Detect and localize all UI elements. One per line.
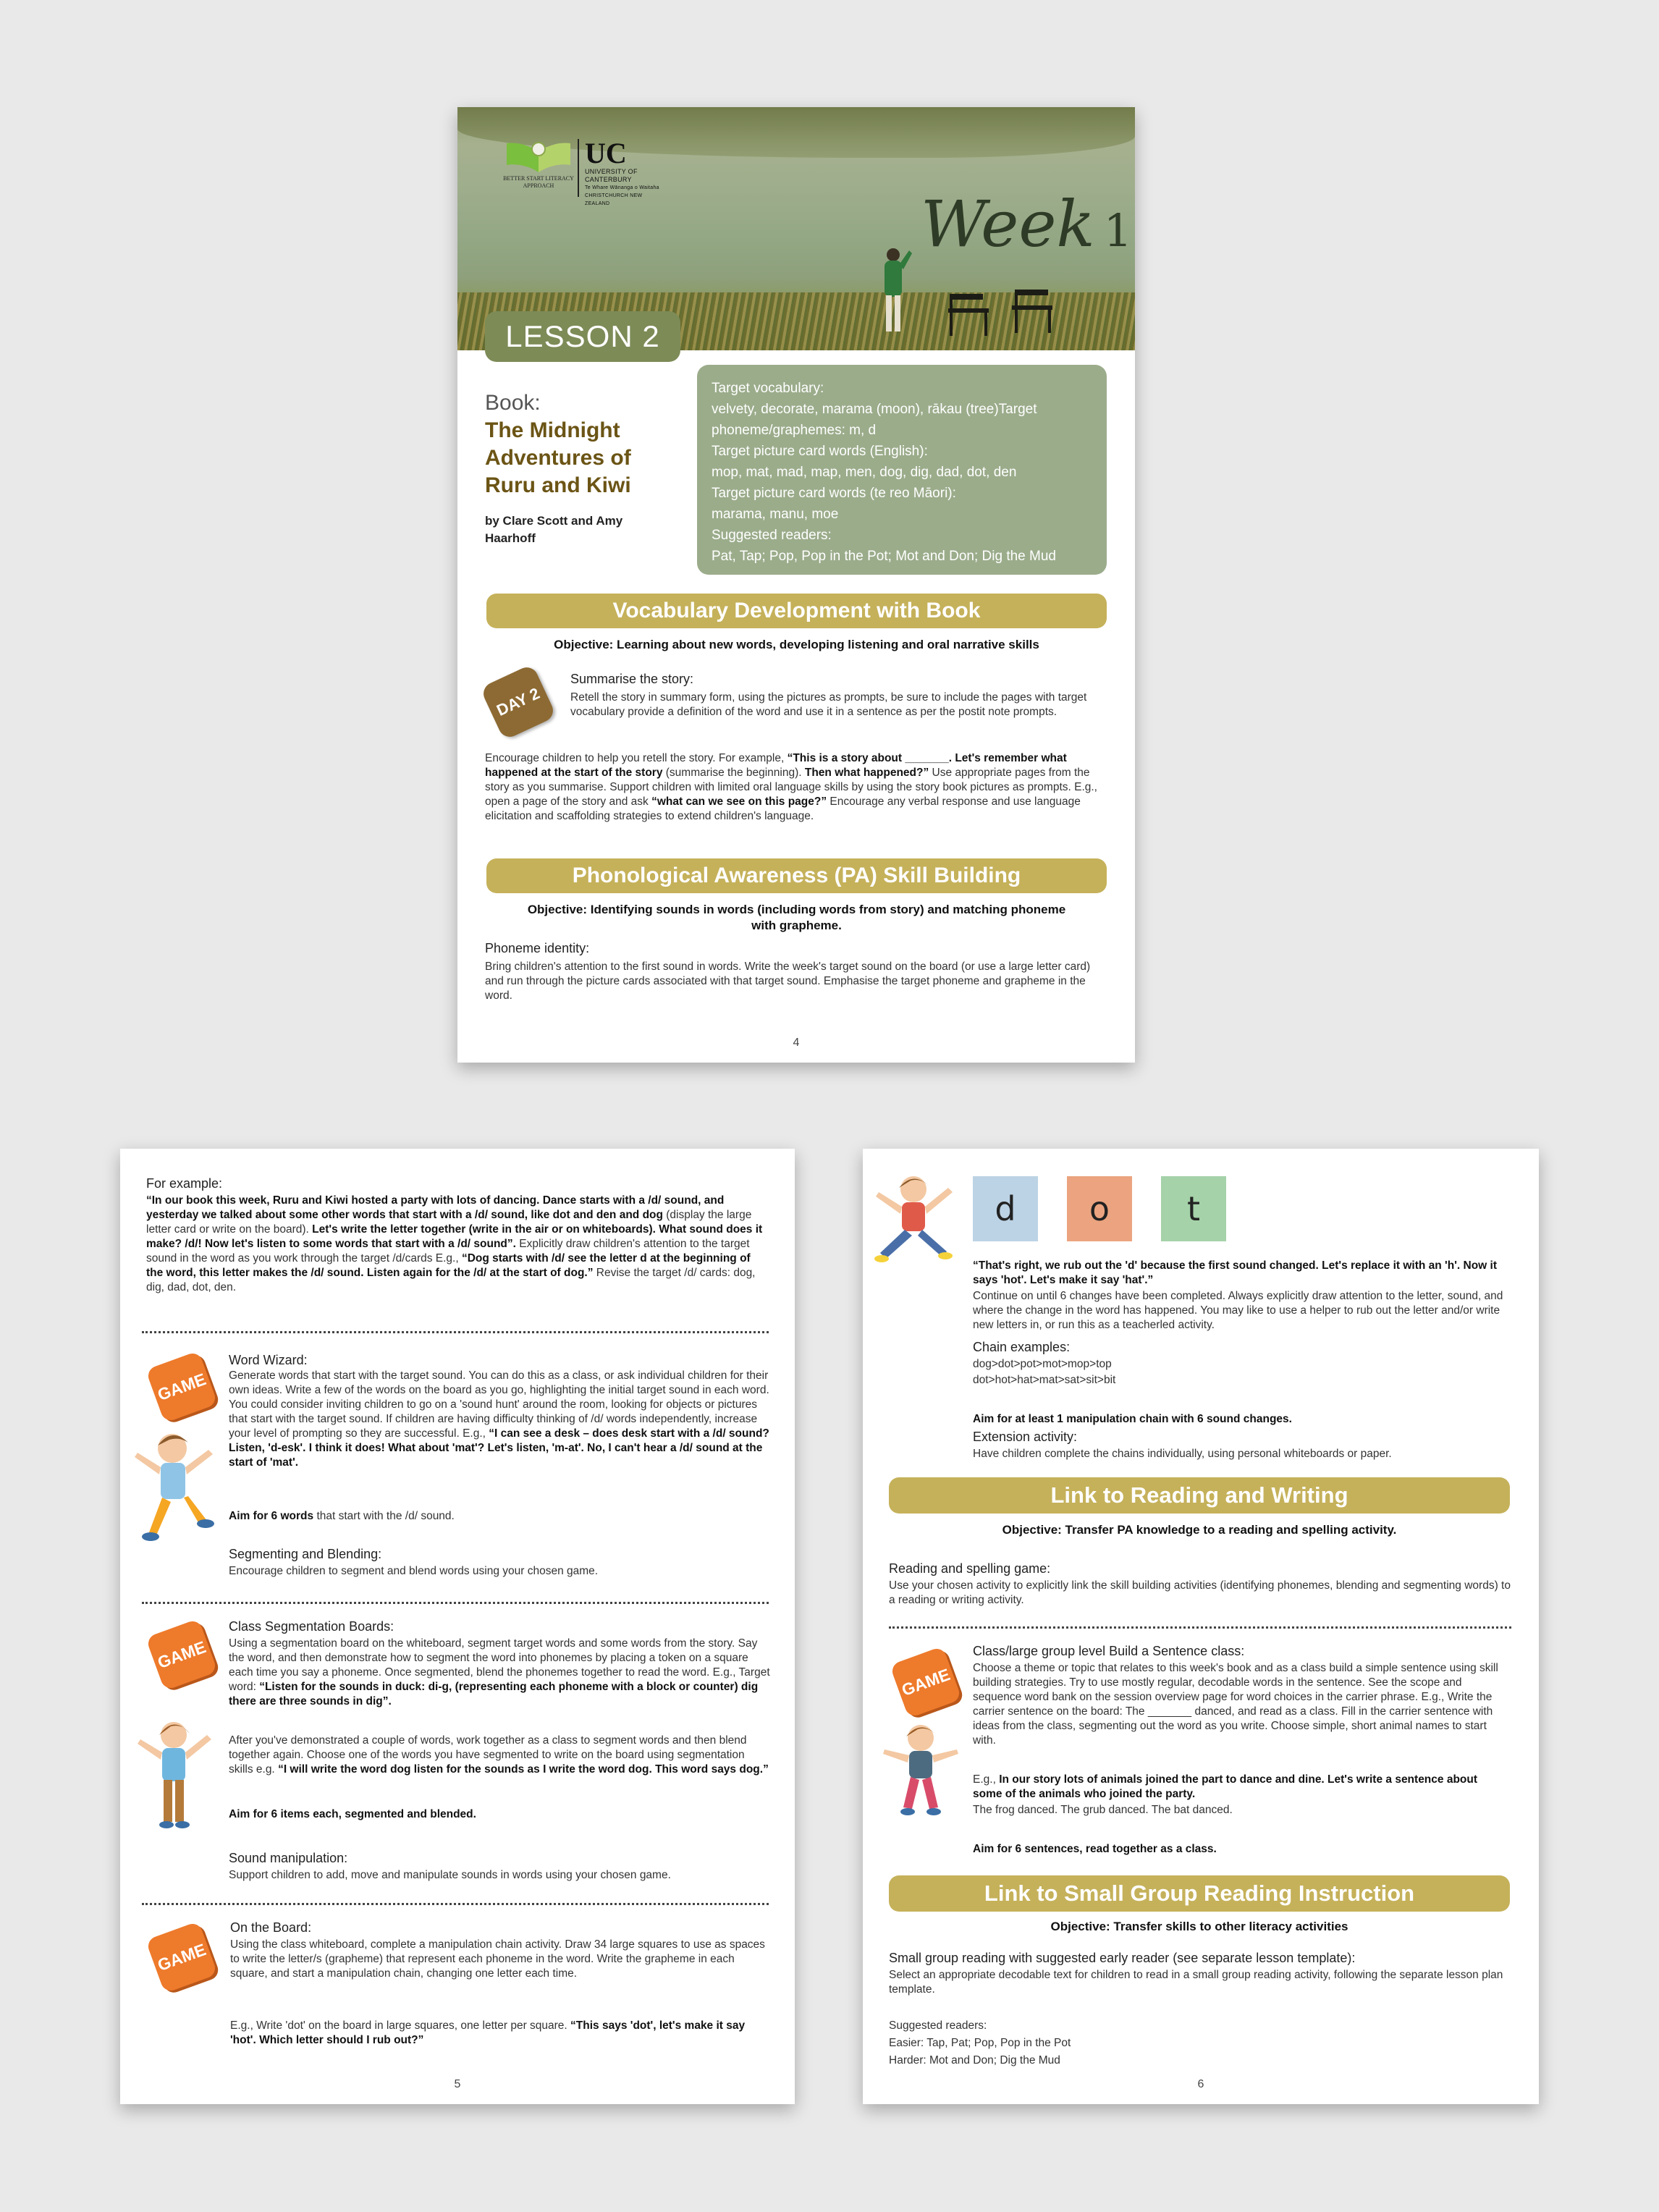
week-word: Week <box>921 187 1095 261</box>
game-badge: GAME <box>145 1921 218 1993</box>
objective-reading-writing: Objective: Transfer PA knowledge to a reading and spelling activity. <box>1002 1523 1397 1537</box>
page-5 <box>120 1149 795 2104</box>
text-run-bold: Then what happened?” <box>804 767 929 779</box>
text-run-bold: Aim for 6 items each, segmented and blended. <box>229 1808 476 1820</box>
game-badge: GAME <box>145 1618 218 1691</box>
section-small-group: Link to Small Group Reading Instruction <box>889 1875 1510 1912</box>
text-run-bold: Aim for 6 words <box>229 1510 314 1522</box>
book-authors: by Clare Scott and Amy Haarhoff <box>485 514 623 545</box>
word-wizard-text <box>229 1369 772 1470</box>
phoneme-text: Bring children's attention to the first sound in words. Write the week's target sound on the board (or use a large letter card) and run through the picture cards associated with that target sound. Emphasise the target phoneme and grapheme in the word. <box>485 961 1091 1002</box>
class-seg-aim <box>229 1807 764 1822</box>
text-run-bold: Let's write the letter together (write in the air or on whiteboards). What sound does it make? /d/! Now let's listen to some words that start with a /d/ sound”. <box>146 1223 763 1250</box>
text-run: that start with the /d/ sound. <box>313 1510 455 1522</box>
chain-aim <box>973 1412 1508 1427</box>
target-line: Target picture card words (English): <box>712 444 928 459</box>
dancing-child-illustration <box>127 1424 221 1547</box>
text-run-bold: “Dog starts with /d/ see the letter d at the beginning of the word, this letter makes the /d/ sound. Listen again for the /d/ at the start of dog.” <box>146 1252 751 1279</box>
build-sentence-heading: Class/large group level Build a Sentence class: <box>973 1644 1245 1658</box>
reading-spelling-heading: Reading and spelling game: <box>889 1561 1051 1576</box>
objective-vocabulary: Objective: Learning about new words, developing listening and oral narrative skills <box>554 638 1039 651</box>
build-sentence-example-2: The frog danced. The grub danced. The bat danced. <box>973 1804 1233 1816</box>
example-heading: For example: <box>146 1176 223 1191</box>
target-line: Target picture card words (te reo Māori): <box>712 486 956 501</box>
build-sentence-example <box>973 1773 1494 1802</box>
text-run-bold: “This says 'dot', let's make it say 'hot'. Which letter should I rub out?” <box>230 2019 746 2046</box>
text-run: After you've demonstrated a couple of words, work together as a class to segment words and then blend together again. Choose one of the words you have segmented to write on the board using segmentation skills e.g. <box>229 1734 747 1776</box>
page-number: 4 <box>793 1037 800 1049</box>
logo-divider <box>578 139 579 197</box>
target-line: mop, mat, mad, map, men, dog, dig, dad, dot, den <box>712 465 1017 480</box>
target-line: Pat, Tap; Pop, Pop in the Pot; Mot and Don; Dig the Mud <box>712 549 1056 564</box>
chain-example: dog>dot>pot>mot>mop>top <box>973 1358 1112 1370</box>
book-title: The Midnight Adventures of Ruru and Kiwi <box>485 418 631 497</box>
on-the-board-example <box>230 2019 751 2048</box>
encourage-paragraph <box>485 751 1107 824</box>
text-run-bold: “I can see a desk – does desk start with a /d/ sound? Listen, 'd-esk'. I think it does! What about 'mat'? Let's listen, 'm-at'. No, I can't hear a /d/ sound at the start of 'mat'. <box>229 1427 769 1469</box>
page-4 <box>457 107 1135 1063</box>
summarise-text: Retell the story in summary form, using the pictures as prompts, be sure to include the pages with target vocabulary provide a definition of the word and use it in a sentence as per the postit note prompts. <box>570 691 1087 718</box>
on-the-board-text: Using the class whiteboard, complete a manipulation chain activity. Draw 34 large squares to use as spaces to write the letter/s (grapheme) that represent each phoneme in the word. Write the grapheme in each square, and start a manipulation chain, changing one letter each time. <box>230 1938 765 1980</box>
page-6 <box>863 1149 1539 2104</box>
example-paragraph <box>146 1194 770 1295</box>
text-run: Encourage children to help you retell the story. For example, <box>485 752 788 764</box>
page-number: 6 <box>1197 2078 1204 2090</box>
lesson-badge: LESSON 2 <box>485 311 680 362</box>
text-run: Revise the target /d/ cards: dog, dig, dad, dot, den. <box>146 1267 756 1293</box>
dotted-divider <box>142 1903 769 1905</box>
dotted-divider <box>142 1602 769 1604</box>
bsla-logo-text: BETTER START LITERACY APPROACH <box>503 175 574 189</box>
target-line: Suggested readers: <box>712 528 832 543</box>
bsla-logo <box>502 139 575 197</box>
text-run: Using a segmentation board on the whiteboard, segment target words and some words from the story. Say the word, and then demonstrate how to segment the word into phonemes by placing a token on a square each time you say a phoneme. Once segmented, blend the phonemes together to read the word. E.g., Target word: <box>229 1637 770 1693</box>
on-the-board-heading: On the Board: <box>230 1920 312 1935</box>
uc-logo-mark: UC <box>585 137 627 169</box>
letter-box: o <box>1067 1176 1132 1241</box>
section-phonological: Phonological Awareness (PA) Skill Building <box>486 858 1107 893</box>
letter-box: d <box>973 1176 1038 1241</box>
chairs-illustration <box>942 287 1065 337</box>
day-2-badge: DAY 2 <box>480 664 557 740</box>
quote-paragraph <box>973 1259 1508 1288</box>
continue-text: Continue on until 6 changes have been completed. Always explicitly draw attention to the letter, sound, and where the change in the word has happened. You may like to use a helper to rub out the letter and/or write new letters in, or run this as a teacherled activity. <box>973 1290 1503 1331</box>
dotted-divider <box>889 1626 1511 1629</box>
reading-spelling-text: Use your chosen activity to explicitly link the skill building activities (identifying phonemes, blending and segmenting words) to a reading or writing activity. <box>889 1579 1511 1606</box>
text-run-bold: Aim for 6 sentences, read together as a class. <box>973 1843 1217 1855</box>
target-line: velvety, decorate, marama (moon), rākau (tree)Target phoneme/graphemes: m, d <box>712 402 1037 438</box>
page-number: 5 <box>454 2078 461 2090</box>
build-sentence-text: Choose a theme or topic that relates to this week's book and as a class build a simple sentence using skill building strategies. Try to use mostly regular, decodable words in the sentence. See the scope and sequence word bank on the session overview page for word choices in the carrier phrase. E.g., Write the carrier sentence on the board: The _______ danced, and read as a class. Fill in the carrier sentence with ideas from the class, segmenting out the word as you write. Choose simple, short animal names to start with. <box>973 1662 1498 1747</box>
word-wizard-heading: Word Wizard: <box>229 1353 308 1367</box>
text-run: Encourage any verbal response and use language elicitation and scaffolding strategies to extend children's language. <box>485 795 1081 822</box>
extension-heading: Extension activity: <box>973 1430 1078 1444</box>
text-run: Generate words that start with the target sound. You can do this as a class, or ask individual children for their own ideas. Write a few of the words on the board as you go, highlighting the initial target sound in each word. You could consider inviting children to go on a 'sound hunt' around the room, looking for objects or pictures that start with the target sound. If children are having difficulty thinking of /d/ words independently, increase your level of prompting so they are successful. E.g., <box>229 1369 769 1440</box>
phoneme-heading: Phoneme identity: <box>485 941 590 955</box>
book-logo-icon <box>502 139 575 174</box>
text-run-bold: Aim for at least 1 manipulation chain with 6 sound changes. <box>973 1413 1292 1425</box>
week-title <box>921 187 1132 261</box>
text-run: E.g., Write 'dot' on the board in large squares, one letter per square. <box>230 2019 571 2032</box>
word-wizard-aim <box>229 1509 764 1524</box>
dancing-child-illustration <box>135 1713 214 1836</box>
target-line: Target vocabulary: <box>712 381 824 396</box>
uc-logo-location: CHRISTCHURCH NEW ZEALAND <box>585 193 643 206</box>
build-sentence-aim <box>973 1842 1494 1857</box>
small-group-heading: Small group reading with suggested early reader (see separate lesson template): <box>889 1951 1356 1965</box>
week-number: 1 <box>1103 204 1133 257</box>
chain-heading: Chain examples: <box>973 1340 1071 1354</box>
uc-logo-name: UNIVERSITY OF CANTERBURY <box>585 168 638 183</box>
text-run: (summarise the beginning). <box>662 767 805 779</box>
text-run-bold: “That's right, we rub out the 'd' because the first sound changed. Let's replace it with an 'h'. Now it says 'hot'. Let's make it say 'hat'.” <box>973 1259 1497 1286</box>
uc-logo-maori: Te Whare Wānanga o Waitaha <box>585 185 659 190</box>
game-badge: GAME <box>890 1646 962 1718</box>
extension-text: Have children complete the chains individually, using personal whiteboards or paper. <box>973 1448 1392 1460</box>
text-run-bold: “what can we see on this page?” <box>651 795 827 808</box>
dotted-divider <box>142 1331 769 1333</box>
section-reading-writing: Link to Reading and Writing <box>889 1477 1510 1514</box>
target-line: marama, manu, moe <box>712 507 839 522</box>
sound-manip-heading: Sound manipulation: <box>229 1851 348 1865</box>
text-run: E.g., <box>973 1773 1000 1786</box>
class-seg-heading: Class Segmentation Boards: <box>229 1619 394 1634</box>
target-info-box <box>697 365 1107 575</box>
uc-logo <box>585 137 664 206</box>
sound-manip-text: Support children to add, move and manipulate sounds in words using your chosen game. <box>229 1869 671 1881</box>
objective-small-group: Objective: Transfer skills to other literacy activities <box>1050 1920 1348 1933</box>
text-run-bold: “In our book this week, Ruru and Kiwi hosted a party with lots of dancing. Dance starts with a /d/ sound, and yesterday we talked about some other words that start with a /d/ sound, like dot and den and dog <box>146 1194 725 1221</box>
objective-phonological: Objective: Identifying sounds in words (including words from story) and matching phoneme with grapheme. <box>527 903 1066 932</box>
text-run-bold: “This is a story about _______. Let's remember what happened at the start of the story <box>485 752 1067 779</box>
game-badge: GAME <box>145 1351 218 1423</box>
book-label: Book: <box>485 391 541 415</box>
text-run: Use appropriate pages from the story as you summarise. Support children with limited oral language skills by using the story book pictures as prompts. E.g., open a page of the story and ask <box>485 767 1097 808</box>
readers-harder: Harder: Mot and Don; Dig the Mud <box>889 2054 1060 2067</box>
chain-example: dot>hot>hat>mat>sat>sit>bit <box>973 1374 1116 1386</box>
jumping-child-illustration <box>870 1170 957 1279</box>
readers-easier: Easier: Tap, Pat; Pop, Pop in the Pot <box>889 2037 1071 2049</box>
letter-box: t <box>1161 1176 1226 1241</box>
class-seg-text <box>229 1637 772 1709</box>
class-seg-text-2 <box>229 1734 772 1777</box>
text-run: (display the large letter card or write on the board). <box>146 1209 752 1236</box>
jumping-child-illustration <box>877 1718 964 1826</box>
summarise-heading: Summarise the story: <box>570 672 694 686</box>
readers-heading: Suggested readers: <box>889 2019 987 2032</box>
segmenting-text: Encourage children to segment and blend words using your chosen game. <box>229 1565 599 1577</box>
person-illustration <box>870 245 913 339</box>
text-run-bold: In our story lots of animals joined the part to dance and dine. Let's write a sentence about some of the animals who joined the party. <box>973 1773 1478 1800</box>
small-group-text: Select an appropriate decodable text for children to read in a small group reading activity, following the separate lesson plan template. <box>889 1969 1503 1996</box>
text-run: Explicitly draw children's attention to the target sound in the word as you work through the target /d/cards E.g., <box>146 1238 750 1265</box>
segmenting-heading: Segmenting and Blending: <box>229 1547 382 1561</box>
text-run-bold: “Listen for the sounds in duck: di-g, (representing each phoneme with a block or counter) dig there are three sounds in dig”. <box>229 1681 759 1707</box>
section-vocabulary: Vocabulary Development with Book <box>486 594 1107 628</box>
text-run-bold: “I will write the word dog listen for the sounds as I write the word dog. This word says dog.” <box>278 1763 769 1776</box>
